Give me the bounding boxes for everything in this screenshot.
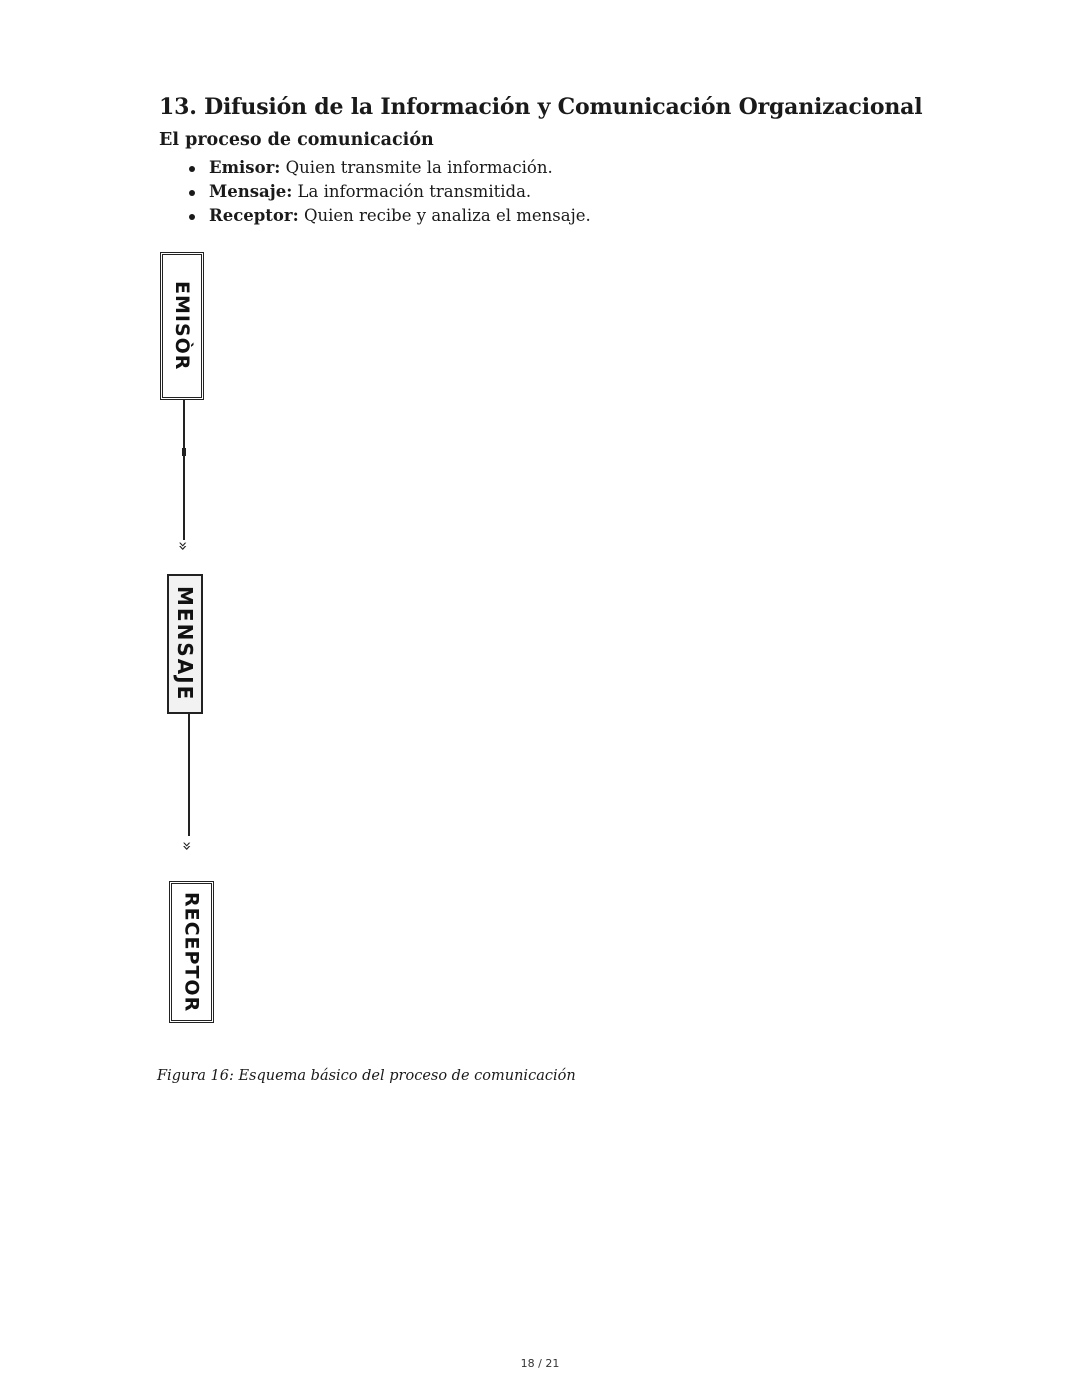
mensaje-box: MENSAJE <box>167 574 203 714</box>
bullet-term: Mensaje: <box>209 182 293 201</box>
bullet-text: Quien recibe y analiza el mensaje. <box>298 206 591 225</box>
arrow-down-icon: » <box>173 541 193 551</box>
connector-line <box>188 714 190 836</box>
figure-caption: Figura 16: Esquema básico del proceso de comunicación <box>157 1068 576 1084</box>
bullet-text: La información transmitida. <box>292 182 532 201</box>
bullet-term: Emisor: <box>209 158 281 177</box>
bullet-text: Quien transmite la información. <box>280 158 553 177</box>
arrow-down-icon: » <box>177 841 197 851</box>
page-number: 18 / 21 <box>520 1357 560 1370</box>
receptor-box: RECEPTOR <box>169 881 214 1023</box>
bullet-item-emisor <box>187 156 591 180</box>
emisor-box: EMISÒR <box>160 252 204 400</box>
bullet-term: Receptor: <box>209 206 299 225</box>
section-title: 13. Difusión de la Información y Comunicación Organizacional <box>159 94 923 120</box>
subsection-title: El proceso de comunicación <box>159 130 434 150</box>
bullet-item-receptor <box>187 204 591 228</box>
line-knot <box>182 448 186 456</box>
connector-line <box>183 400 185 540</box>
bullet-item-mensaje <box>187 180 591 204</box>
communication-diagram <box>155 248 225 1038</box>
bullet-list <box>187 156 591 228</box>
